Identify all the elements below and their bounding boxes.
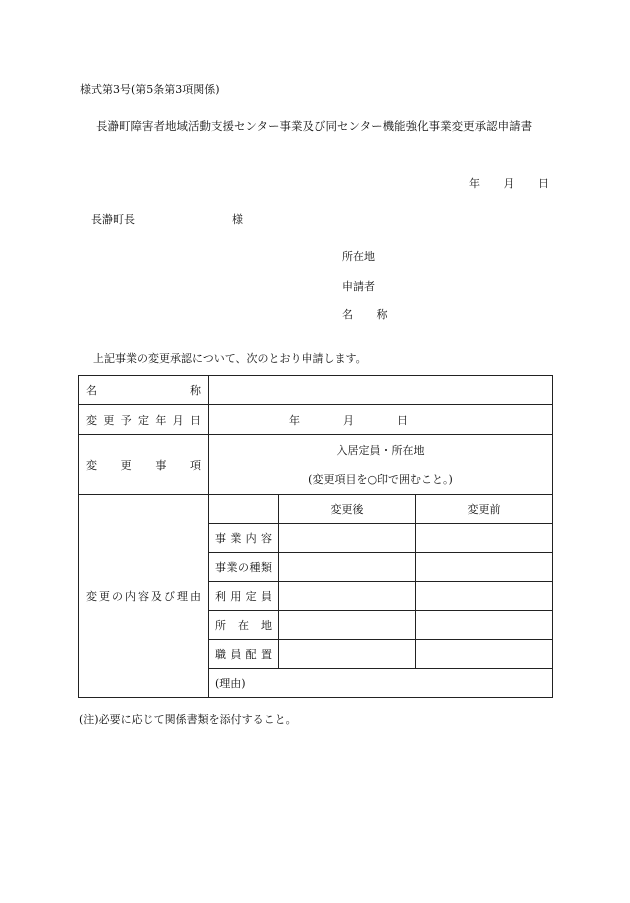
before-content-field[interactable] [416, 524, 553, 553]
change-item-label: 変 更 事 項 [79, 435, 209, 495]
applicant-name-label: 名 称 [342, 308, 398, 321]
table-row [79, 495, 553, 524]
intro-text: 上記事業の変更承認について、次のとおり申請します。 [93, 352, 367, 365]
change-date-label: 変更予定年月日 [79, 405, 209, 435]
before-type-field[interactable] [416, 553, 553, 582]
month-label: 月 [503, 177, 515, 190]
header-blank-cell [209, 495, 279, 524]
footnote: (注)必要に応じて関係書類を添付すること。 [79, 713, 297, 726]
form-number: 様式第3号(第5条第3項関係) [80, 83, 220, 96]
table-row [79, 435, 553, 495]
details-label: 変更の内容及び理由 [79, 495, 209, 698]
change-date-field[interactable] [209, 405, 553, 435]
change-month: 月 [343, 413, 354, 427]
row-label-type: 事業の種類 [209, 553, 279, 582]
table-row [79, 405, 553, 435]
change-item-field[interactable] [209, 435, 553, 495]
row-label-content: 事業内容 [209, 524, 279, 553]
after-content-field[interactable] [279, 524, 416, 553]
row-label-capacity: 利用定員 [209, 582, 279, 611]
application-table [78, 375, 553, 698]
after-type-field[interactable] [279, 553, 416, 582]
reason-label: (理由) [215, 677, 246, 690]
applicant-address-label: 所在地 [342, 250, 375, 263]
row-label-location: 所 在 地 [209, 611, 279, 640]
change-year: 年 [289, 413, 300, 427]
addressee-honorific: 様 [232, 213, 243, 226]
after-staff-field[interactable] [279, 640, 416, 669]
name-field[interactable] [209, 376, 553, 405]
applicant-label: 申請者 [342, 280, 375, 293]
before-staff-field[interactable] [416, 640, 553, 669]
date-line [469, 175, 549, 191]
change-day: 日 [397, 413, 408, 427]
table-row [79, 376, 553, 405]
before-location-field[interactable] [416, 611, 553, 640]
after-capacity-field[interactable] [279, 582, 416, 611]
before-capacity-field[interactable] [416, 582, 553, 611]
day-label: 日 [538, 177, 549, 190]
name-label: 名 称 [79, 376, 209, 405]
addressee-name: 長瀞町長 [91, 213, 135, 226]
year-label: 年 [469, 177, 480, 190]
change-item-instruction: (変更項目を○印で囲むこと。) [308, 472, 453, 486]
reason-field[interactable] [209, 669, 553, 698]
col-before-header: 変更前 [416, 495, 553, 524]
col-after-header: 変更後 [279, 495, 416, 524]
after-location-field[interactable] [279, 611, 416, 640]
row-label-staff: 職員配置 [209, 640, 279, 669]
change-item-options: 入居定員・所在地 [336, 443, 425, 457]
document-title: 長瀞町障害者地域活動支援センター事業及び同センター機能強化事業変更承認申請書 [96, 119, 533, 133]
